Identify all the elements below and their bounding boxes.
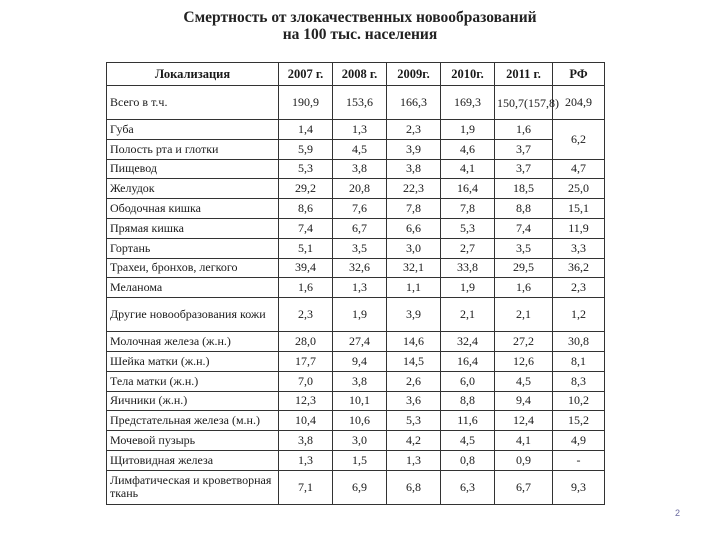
cell-value: 30,8 [553,332,605,352]
cell-value: 12,3 [279,391,333,411]
row-label: Шейка матки (ж.н.) [107,351,279,371]
cell-value: 1,5 [333,450,387,470]
cell-value: 10,6 [333,411,387,431]
cell-value: 9,4 [333,351,387,371]
cell-value: 14,6 [387,332,441,352]
cell-value: 4,5 [441,431,495,451]
cell-value: 1,2 [553,298,605,332]
row-label: Губа [107,120,279,140]
cell-value: 14,5 [387,351,441,371]
table-row [107,332,605,352]
cell-value: 6,3 [441,470,495,504]
table-row-lip [107,120,605,140]
row-label: Прямая кишка [107,218,279,238]
table-row [107,470,605,504]
table-row [107,159,605,179]
cell-value: 4,2 [387,431,441,451]
cell-value: 32,1 [387,258,441,278]
row-label: Предстательная железа (м.н.) [107,411,279,431]
cell-value: 27,2 [495,332,553,352]
row-label: Другие новообразования кожи [107,298,279,332]
cell-value: 3,6 [387,391,441,411]
table-row [107,218,605,238]
table-row [107,411,605,431]
cell-value: 5,3 [279,159,333,179]
cell-value: 11,9 [553,218,605,238]
cell-value: 3,8 [387,159,441,179]
cell-value: 0,9 [495,450,553,470]
cell-value: 6,6 [387,218,441,238]
table-row-oral [107,139,605,159]
header-rf: РФ [553,63,605,86]
cell-value: 29,2 [279,179,333,199]
cell-value: 1,6 [279,278,333,298]
cell-value: 6,7 [495,470,553,504]
cell-value: 3,5 [495,238,553,258]
cell-value: 8,3 [553,371,605,391]
cell-value: 4,5 [333,139,387,159]
cell-value: 6,9 [333,470,387,504]
row-label: Щитовидная железа [107,450,279,470]
cell-value: 3,7 [495,159,553,179]
row-label: Молочная железа (ж.н.) [107,332,279,352]
cell-value: 153,6 [333,86,387,120]
row-label: Меланома [107,278,279,298]
row-label: Лимфатическая и кроветворная ткань [107,470,279,504]
row-label: Всего в т.ч. [107,86,279,120]
cell-value: 32,6 [333,258,387,278]
cell-value: 2,1 [441,298,495,332]
cell-value: 3,7 [495,139,553,159]
cell-value: 8,8 [441,391,495,411]
cell-value: 3,9 [387,139,441,159]
cell-value: 169,3 [441,86,495,120]
cell-value: 4,6 [441,139,495,159]
cell-value: 190,9 [279,86,333,120]
mortality-table [106,62,605,505]
cell-value: 18,5 [495,179,553,199]
cell-value: 4,1 [495,431,553,451]
cell-value: 2,1 [495,298,553,332]
cell-value: 33,8 [441,258,495,278]
table-row [107,199,605,219]
cell-value: 27,4 [333,332,387,352]
table-row [107,238,605,258]
cell-value: 3,5 [333,238,387,258]
row-label: Тела матки (ж.н.) [107,371,279,391]
cell-value: 150,7(157,8) [495,86,553,120]
row-label: Желудок [107,179,279,199]
cell-value: 7,4 [495,218,553,238]
table-row [107,450,605,470]
cell-value: 4,9 [553,431,605,451]
cell-value: 10,1 [333,391,387,411]
header-2011: 2011 г. [495,63,553,86]
cell-value: 7,8 [387,199,441,219]
cell-value: 5,1 [279,238,333,258]
cell-value: 28,0 [279,332,333,352]
cell-value: 1,3 [333,278,387,298]
cell-value: 7,6 [333,199,387,219]
cell-value: 6,7 [333,218,387,238]
cell-value: 6,0 [441,371,495,391]
cell-value: 1,3 [279,450,333,470]
cell-value: 7,8 [441,199,495,219]
cell-value: 1,6 [495,120,553,140]
cell-value: 16,4 [441,351,495,371]
cell-value: 0,8 [441,450,495,470]
cell-value: 2,3 [387,120,441,140]
cell-value: 7,1 [279,470,333,504]
cell-value: 2,3 [279,298,333,332]
cell-value: - [553,450,605,470]
slide-subtitle: на 100 тыс. населения [282,26,438,43]
cell-value: 9,3 [553,470,605,504]
cell-value: 3,0 [387,238,441,258]
cell-value: 15,2 [553,411,605,431]
table-row [107,351,605,371]
row-label: Трахеи, бронхов, легкого [107,258,279,278]
header-2009: 2009г. [387,63,441,86]
cell-value: 36,2 [553,258,605,278]
table-row [107,431,605,451]
cell-value: 3,8 [333,159,387,179]
cell-value: 1,3 [333,120,387,140]
cell-value: 8,6 [279,199,333,219]
table-row [107,298,605,332]
header-2008: 2008 г. [333,63,387,86]
cell-value: 5,9 [279,139,333,159]
cell-value: 6,8 [387,470,441,504]
cell-value: 5,3 [441,218,495,238]
cell-value: 11,6 [441,411,495,431]
cell-value: 3,8 [279,431,333,451]
table-row [107,371,605,391]
cell-value: 2,6 [387,371,441,391]
cell-value: 2,3 [553,278,605,298]
row-label: Полость рта и глотки [107,139,279,159]
cell-value: 5,3 [387,411,441,431]
cell-value: 10,4 [279,411,333,431]
cell-value: 1,3 [387,450,441,470]
cell-value: 3,3 [553,238,605,258]
cell-value: 8,8 [495,199,553,219]
row-label: Гортань [107,238,279,258]
cell-value: 2,7 [441,238,495,258]
cell-value: 1,9 [441,120,495,140]
table-row [107,278,605,298]
cell-value: 1,9 [333,298,387,332]
slide-title: Смертность от злокачественных новообразований [183,9,537,26]
page-number: 2 [674,508,680,518]
cell-value: 1,1 [387,278,441,298]
cell-value: 7,4 [279,218,333,238]
row-label: Мочевой пузырь [107,431,279,451]
header-location: Локализация [107,63,279,86]
row-label: Пищевод [107,159,279,179]
table-row-total [107,86,605,120]
cell-value: 1,4 [279,120,333,140]
cell-value: 22,3 [387,179,441,199]
cell-value: 25,0 [553,179,605,199]
cell-value: 1,6 [495,278,553,298]
row-label: Ободочная кишка [107,199,279,219]
table-row [107,391,605,411]
cell-value: 166,3 [387,86,441,120]
cell-value: 8,1 [553,351,605,371]
cell-value: 204,9 [553,86,605,120]
cell-value: 3,0 [333,431,387,451]
cell-value: 10,2 [553,391,605,411]
cell-value: 4,7 [553,159,605,179]
cell-value: 29,5 [495,258,553,278]
cell-value: 16,4 [441,179,495,199]
cell-value: 9,4 [495,391,553,411]
cell-value: 17,7 [279,351,333,371]
cell-value: 3,8 [333,371,387,391]
cell-value: 32,4 [441,332,495,352]
table-row [107,179,605,199]
cell-value: 12,4 [495,411,553,431]
cell-value: 12,6 [495,351,553,371]
row-label: Яичники (ж.н.) [107,391,279,411]
cell-value: 4,1 [441,159,495,179]
cell-value: 20,8 [333,179,387,199]
header-row [107,63,605,86]
cell-value: 4,5 [495,371,553,391]
cell-value: 1,9 [441,278,495,298]
cell-value-merged: 6,2 [553,120,605,160]
cell-value: 7,0 [279,371,333,391]
header-2007: 2007 г. [279,63,333,86]
cell-value: 3,9 [387,298,441,332]
cell-value: 39,4 [279,258,333,278]
header-2010: 2010г. [441,63,495,86]
table-row [107,258,605,278]
cell-value: 15,1 [553,199,605,219]
